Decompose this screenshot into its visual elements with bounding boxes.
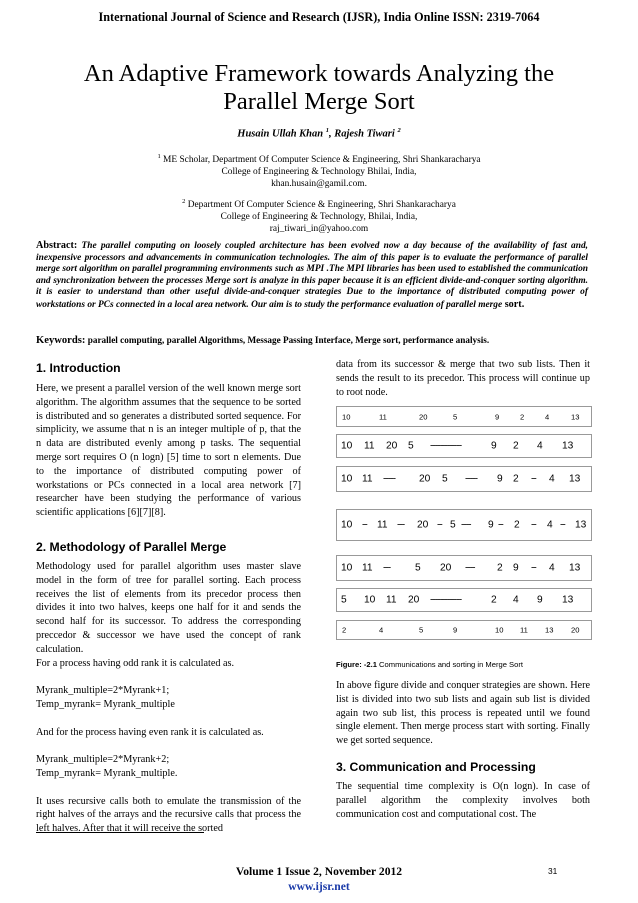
affiliation-2: [150, 196, 488, 235]
figure-cell: 10: [341, 473, 353, 485]
title-line-2: Parallel Merge Sort: [223, 88, 415, 115]
affiliation-1-line-2: College of Engineering & Technology Bhilai, India,: [221, 167, 417, 178]
section-1-heading: 1. Introduction: [36, 361, 121, 375]
figure-row-2: [336, 434, 592, 458]
abstract: [36, 240, 588, 312]
author-2: Rajesh Tiwari: [334, 128, 398, 140]
figure-cell: 10: [341, 440, 353, 452]
figure-cell: 2: [514, 519, 520, 531]
figure-cell: 2: [513, 473, 519, 485]
left-column-part-1: [36, 382, 301, 520]
figure-cell: 20: [386, 440, 398, 452]
figure-separator: --: [560, 519, 565, 531]
figure-cell: 5: [450, 519, 456, 531]
figure-cell: 20: [440, 562, 452, 574]
figure-cell: 11: [386, 594, 397, 606]
figure-cell: 4: [513, 594, 519, 606]
affiliation-2-sup: 2: [182, 198, 186, 205]
figure-cell: 11: [377, 519, 388, 531]
figure-separator: --: [498, 519, 503, 531]
right-column-middle: [336, 679, 590, 748]
figure-cell: 4: [379, 625, 384, 635]
running-head: International Journal of Science and Research (IJSR), India Online ISSN: 2319-7064: [98, 10, 540, 24]
affiliation-1-line-1: ME Scholar, Department Of Computer Science & Engineering, Shri Shankaracharya: [160, 155, 481, 166]
figure-cell: 9: [488, 519, 494, 531]
figure-cell: 2: [520, 412, 525, 421]
figure-cell: 9: [495, 412, 500, 421]
figure-cell: 2: [513, 440, 519, 452]
figure-separator: --: [362, 519, 367, 531]
figure-row-6: [336, 588, 592, 612]
author-1-sup: 1: [325, 127, 329, 134]
right-column-bottom: [336, 780, 590, 821]
even-equation-1: Myrank_multiple=2*Myrank+2;: [36, 754, 170, 766]
affiliation-1-sup: 1: [157, 153, 161, 160]
figure-cell: 5: [453, 412, 458, 421]
figure-cell: 4: [547, 519, 553, 531]
figure-separator: -------------: [430, 440, 462, 452]
figure-separator: --: [437, 519, 442, 531]
figure-cell: 11: [362, 473, 373, 485]
figure-cell: 4: [549, 562, 555, 574]
figure-separator: ---: [397, 519, 405, 531]
figure-cell: 9: [513, 562, 519, 574]
figure-cell: 5: [442, 473, 448, 485]
figure-separator: --: [531, 519, 536, 531]
footer-url[interactable]: www.ijsr.net: [288, 880, 350, 893]
figure-cell: 10: [341, 562, 353, 574]
figure-cell: 13: [545, 625, 554, 635]
even-rank-text: And for the process having even rank it is calculated as.: [36, 726, 264, 738]
figure-cell: 20: [408, 594, 420, 606]
figure-cell: 5: [341, 594, 347, 606]
affiliation-1-email: khan.husain@gamil.com.: [271, 179, 367, 190]
figure-row-3: [336, 466, 592, 492]
section-3-heading: 3. Communication and Processing: [336, 760, 536, 774]
figure-cell: 10: [364, 594, 376, 606]
figure-cell: 2: [491, 594, 497, 606]
continuation-paragraph: data from its successor & merge that two sub lists. Then it sends the result to its precedor. This process will continue up to root node.: [336, 359, 590, 398]
figure-cell: 10: [342, 412, 351, 421]
author-2-sup: 2: [397, 127, 401, 134]
figure-cell: 13: [575, 519, 587, 531]
figure-cell: 20: [419, 412, 428, 421]
figure-separator: -------------: [430, 594, 462, 606]
author-1: Husain Ullah Khan: [237, 128, 326, 140]
figure-cell: 9: [497, 473, 503, 485]
affiliation-1: [150, 151, 488, 190]
after-figure-paragraph: In above figure divide and conquer strategies are shown. Here list is divided into two sub lists and again sub list is divided again two sub list, this process is repeated until we found single element. Then merge process start with sorting. Finally we get sorted sequence.: [336, 680, 590, 747]
odd-equation-2: Temp_myrank= Myrank_multiple: [36, 698, 175, 710]
figure-cell: 10: [341, 519, 353, 531]
figure-cell: 2: [497, 562, 503, 574]
figure-row-1: [336, 406, 592, 427]
figure-row-4: [336, 509, 592, 541]
recursion-paragraph: It uses recursive calls both to emulate the transmission of the right halves of the arrays and the recursive calls that process the left halves. After that it will receive the sorted: [36, 795, 301, 835]
figure-cell: 13: [569, 562, 581, 574]
paper-title: [40, 60, 598, 116]
figure-cell: 11: [362, 562, 373, 574]
footer-volume: Volume 1 Issue 2, November 2012: [235, 865, 403, 878]
figure-separator: -----: [383, 473, 395, 485]
affiliation-2-line-1: Department Of Computer Science & Engineering, Shri Shankaracharya: [185, 200, 456, 211]
figure-caption-label: Figure: -2.1: [336, 660, 377, 669]
figure-cell: 20: [419, 473, 431, 485]
section-2-heading: 2. Methodology of Parallel Merge: [36, 540, 227, 554]
affiliation-2-line-2: College of Engineering & Technology, Bhilai, India,: [220, 212, 418, 223]
figure-cell: 9: [491, 440, 497, 452]
figure-cell: 5: [415, 562, 421, 574]
title-line-1: An Adaptive Framework towards Analyzing the: [83, 60, 555, 87]
figure-cell: 9: [453, 625, 458, 635]
figure-cell: 20: [417, 519, 429, 531]
intro-paragraph: Here, we present a parallel version of the well known merge sort algorithm. The algorithm assumes that the sequence to be sorted is distributed and so generates a distributed sorted sequence. For simplicity, we assume that n is an integer multiple of p, that the n data are distributed evenly among p tasks. The sequential merge sort requires O (n logn) [5] time to sort n elements. Due to the importance of distributed computing power of workstations or PCs connected in a local area network [7] researcher have been studying the performance of various scientific applications [6][7][8].: [36, 383, 301, 519]
page-number: 31: [548, 866, 558, 876]
figure-row-7: [336, 620, 592, 640]
figure-caption-text: Communications and sorting in Merge Sort: [376, 660, 523, 669]
abstract-label: Abstract:: [36, 240, 78, 251]
figure-caption: [336, 660, 523, 669]
figure-cell: 2: [342, 625, 347, 635]
abstract-tail: sort.: [502, 298, 525, 310]
odd-rank-text: For a process having odd rank it is calculated as.: [36, 657, 235, 669]
figure-cell: 4: [537, 440, 543, 452]
figure-row-5: [336, 555, 592, 581]
figure-cell: 11: [379, 412, 387, 421]
even-equation-2: Temp_myrank= Myrank_multiple.: [36, 767, 178, 779]
figure-cell: 11: [364, 440, 375, 452]
figure-cell: 13: [571, 412, 580, 421]
odd-equation-1: Myrank_multiple=2*Myrank+1;: [36, 685, 170, 697]
affiliation-2-email: raj_tiwari_in@yahoo.com: [269, 224, 369, 235]
figure-cell: 13: [562, 440, 574, 452]
figure-cell: 4: [549, 473, 555, 485]
figure-separator: ----: [461, 519, 471, 531]
figure-cell: 13: [569, 473, 581, 485]
authors: [0, 127, 638, 140]
keywords-text: parallel computing, parallel Algorithms, Message Passing Interface, Merge sort, performance analysis.: [85, 335, 490, 345]
abstract-body: The parallel computing on loosely coupled architecture has been evolved now a day because of the availability of fast and, inexpensive processors and advancements in communication technologies. The aim of this paper is to evaluate the performance of parallel merge sort algorithm on parallel programming environments such as MPI .The MPI libraries has been used to established the communication and synchronization between the processes Merge sort is analyze in this paper because it is an efficient divide-and-conquer sorting algorithm. it is easier to understand than other useful divide-and-conquer strategies Due to the importance of distributed computing power of workstations or PCs connected in a local area network. Our aim is to study the performance evaluation of parallel merge: [36, 241, 588, 310]
keywords: [36, 335, 596, 346]
methodology-paragraph: Methodology used for parallel algorithm uses master slave model in the form of tree for parallel sorting. Each process receives the list of elements from its precedor process then divides it into two halves, keeps one half for it and sends the second half for its successor. To address the corresponding preccedor & successor we have used the concept of rank calculation.: [36, 561, 301, 655]
figure-cell: 13: [562, 594, 574, 606]
figure-cell: 20: [571, 625, 580, 635]
footnote-rule: [36, 832, 204, 833]
author-sep: ,: [328, 128, 335, 140]
figure-separator: -----: [465, 473, 477, 485]
figure-separator: ---: [383, 562, 391, 574]
keywords-label: Keywords:: [36, 335, 86, 346]
figure-cell: 11: [520, 625, 528, 635]
figure-cell: 5: [419, 625, 424, 635]
communication-paragraph: The sequential time complexity is O(n logn). In case of parallel algorithm the complexity involves both communication cost and computational cost. The: [336, 781, 590, 820]
figure-cell: 5: [408, 440, 414, 452]
figure-cell: 10: [495, 625, 504, 635]
figure-separator: ----: [465, 562, 475, 574]
figure-cell: 9: [537, 594, 543, 606]
left-column-part-2: [36, 560, 301, 836]
figure-cell: 4: [545, 412, 550, 421]
right-column-top: [336, 358, 590, 399]
figure-separator: --: [531, 473, 536, 485]
figure-separator: --: [531, 562, 536, 574]
